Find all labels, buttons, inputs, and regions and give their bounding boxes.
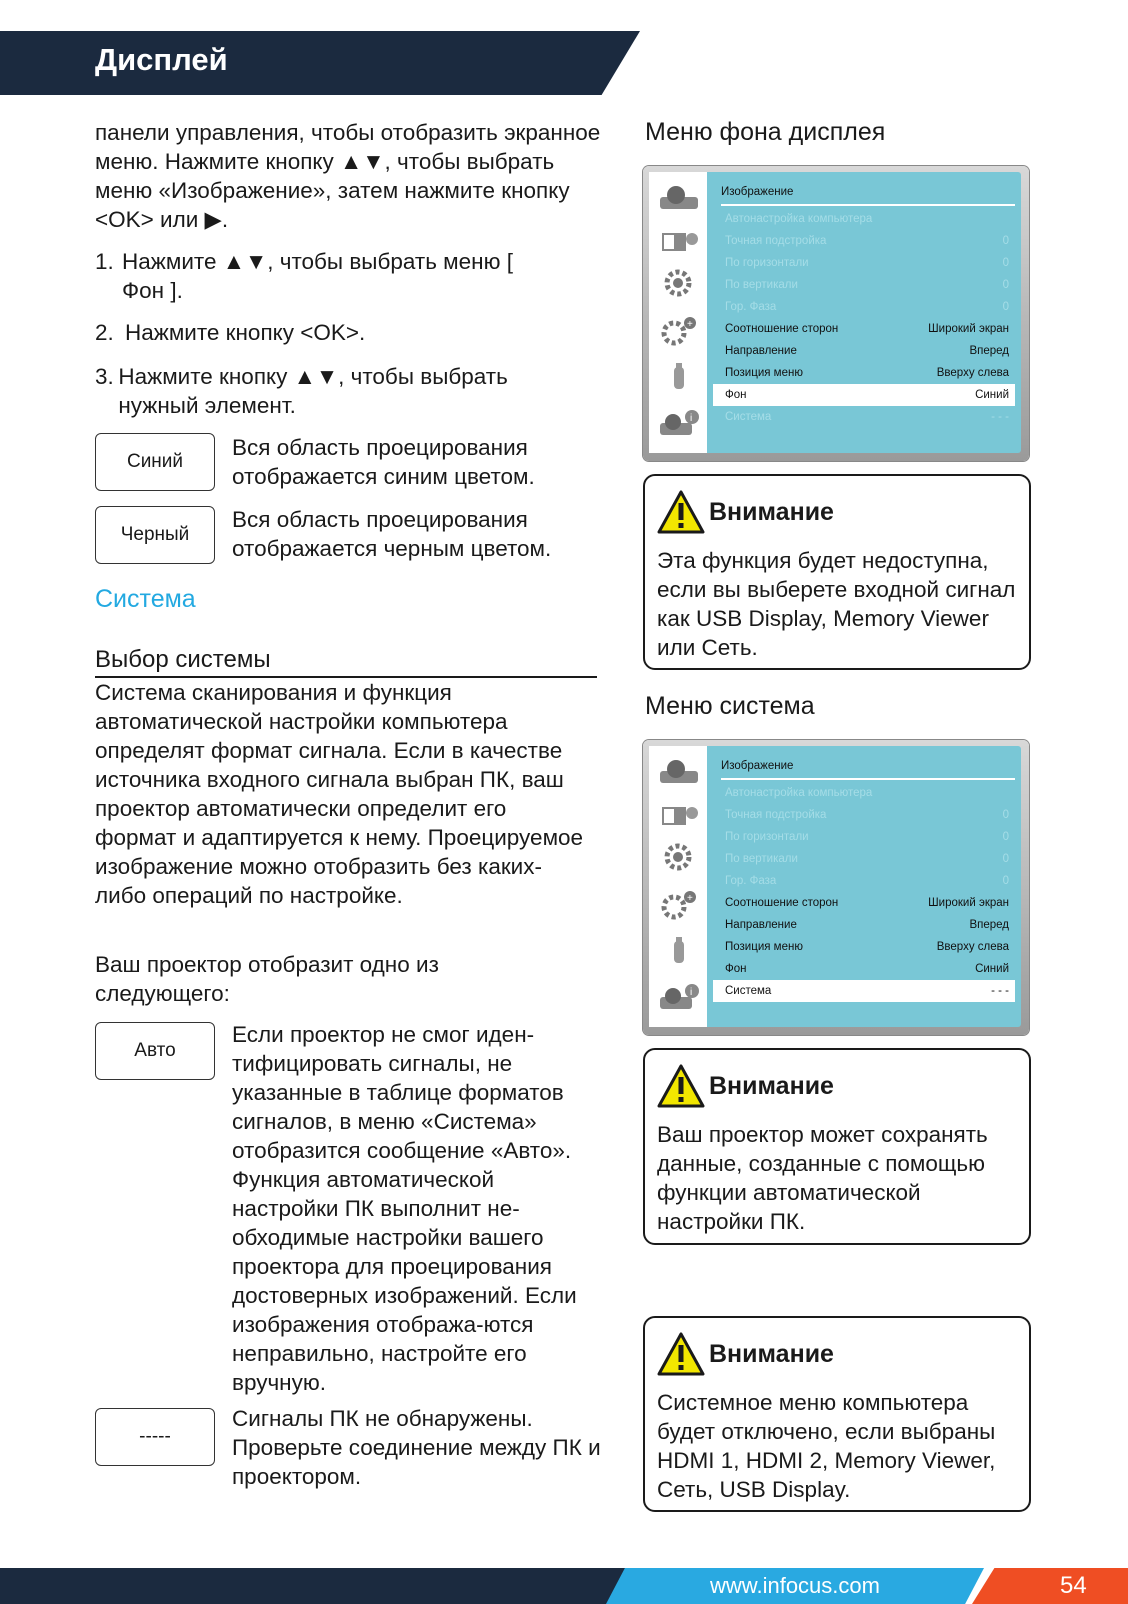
black-option-desc: Вся область проецирования отображается черным цветом. <box>232 507 552 561</box>
menu-row[interactable]: Позиция меню Вверху слева <box>725 367 1009 379</box>
osd-menu-system <box>643 740 1029 1035</box>
menu-row[interactable]: Точная подстройка 0 <box>725 809 1009 821</box>
menu-row[interactable]: Гор. Фаза 0 <box>725 875 1009 887</box>
system-paragraph-2: Ваш проектор отобразит одно из следующего: <box>95 952 439 1006</box>
step-number: 3. <box>95 364 114 389</box>
svg-text:i: i <box>690 987 693 998</box>
footer-band <box>0 1568 640 1604</box>
auto-option-box: Авто <box>95 1022 215 1080</box>
warning-title: Внимание <box>709 1339 834 1368</box>
menu-row[interactable]: Автонастройка компьютера <box>725 787 873 799</box>
step-text: Нажмите кнопку ▲▼, чтобы выбрать нужный элемент. <box>118 364 508 418</box>
menu-row[interactable]: Система - - - <box>725 411 1009 423</box>
menu1-caption: Меню фона дисплея <box>645 118 886 146</box>
warning-box <box>643 474 1031 670</box>
black-option-box: Черный <box>95 506 215 564</box>
menu-row[interactable]: По вертикали 0 <box>725 279 1009 291</box>
menu-row[interactable]: Гор. Фаза 0 <box>725 301 1009 313</box>
page-title: Дисплей <box>95 42 228 77</box>
menu-header-underline <box>721 204 1015 206</box>
step-text: Нажмите кнопку <OK>. <box>125 320 366 345</box>
system-paragraph: Система сканирования и функция автоматической настройки компьютера определят формат сигнала. Если в качестве источника входного сигнала выбран ПК, ваш проектор автоматически определит его формат и адаптируется к нему. Проецируемое изображение можно отобразить без каких-либо операций по настройке. <box>95 680 584 908</box>
menu-header: Изображение <box>721 760 794 772</box>
menu-row[interactable]: Соотношение сторон Широкий экран <box>725 323 1009 335</box>
menu-sidebar <box>649 172 707 453</box>
info-icon <box>657 982 701 1012</box>
footer-url[interactable]: www.infocus.com <box>710 1573 880 1598</box>
warning-box <box>643 1048 1031 1245</box>
menu-row[interactable]: По вертикали 0 <box>725 853 1009 865</box>
setup-gear-icon <box>657 268 701 298</box>
step-1 <box>95 247 535 305</box>
step-text: Нажмите ▲▼, чтобы выбрать меню [ Фон ]. <box>122 249 513 303</box>
blue-option-box: Синий <box>95 433 215 491</box>
menu-row-selected[interactable]: Фон Синий <box>713 384 1015 406</box>
menu-header: Изображение <box>721 186 794 198</box>
menu-row[interactable]: По горизонтали 0 <box>725 831 1009 843</box>
display-tab-icon <box>657 226 701 256</box>
menu-sidebar <box>649 746 707 1027</box>
menu-row[interactable]: Направление Вперед <box>725 919 1009 931</box>
warning-text: Ваш проектор может сохранять данные, созданные с помощью функции автоматической настройки ПК. <box>657 1122 988 1234</box>
menu-row[interactable]: Точная подстройка 0 <box>725 235 1009 247</box>
image-tab-icon <box>657 182 701 212</box>
warning-text: Эта функция будет недоступна, если вы выберете входной сигнал как USB Display, Memory Viewer или Сеть. <box>657 548 1016 660</box>
advanced-gear-icon <box>657 316 701 346</box>
blue-option-desc: Вся область проецирования отображается синим цветом. <box>232 435 535 489</box>
menu-row[interactable]: Соотношение сторон Широкий экран <box>725 897 1009 909</box>
svg-text:+: + <box>687 319 693 330</box>
menu-row-selected[interactable]: Система - - - <box>713 980 1015 1002</box>
setup-gear-icon <box>657 842 701 872</box>
auto-option-desc: Если проектор не смог иден-тифицировать сигналы, не указанные в таблице форматов сигналов, в меню «Система» отобразится сообщение «Авто». Функция автоматической настройки ПК выполнит не-обходимые настройки вашего проектора для проецирования достоверных изображений. Если изображения отобража-ются неправильно, настройте его вручную. <box>232 1022 577 1395</box>
section-title: Система <box>95 585 196 613</box>
menu-row[interactable]: Позиция меню Вверху слева <box>725 941 1009 953</box>
osd-menu-background <box>643 166 1029 461</box>
svg-text:i: i <box>690 413 693 424</box>
menu-row[interactable]: По горизонтали 0 <box>725 257 1009 269</box>
step-3 <box>95 362 565 420</box>
display-tab-icon <box>657 800 701 830</box>
warning-icon <box>657 490 705 534</box>
step-2 <box>95 318 595 347</box>
usb-icon <box>657 362 701 392</box>
usb-icon <box>657 936 701 966</box>
menu-row[interactable]: Автонастройка компьютера <box>725 213 873 225</box>
step-number: 2. <box>95 320 114 345</box>
warning-title: Внимание <box>709 497 834 526</box>
warning-icon <box>657 1064 705 1108</box>
menu-row[interactable]: Направление Вперед <box>725 345 1009 357</box>
step-number: 1. <box>95 249 114 274</box>
image-tab-icon <box>657 756 701 786</box>
intro-paragraph: панели управления, чтобы отобразить экранное меню. Нажмите кнопку ▲▼, чтобы выбрать меню «Изображение», затем нажмите кнопку <OK> или ▶. <box>95 120 601 232</box>
no-signal-option-desc: Сигналы ПК не обнаружены. Проверьте соединение между ПК и проектором. <box>232 1406 601 1489</box>
footer-page-band <box>972 1568 1128 1604</box>
warning-title: Внимание <box>709 1071 834 1100</box>
no-signal-option-box: ----- <box>95 1408 215 1466</box>
warning-box <box>643 1316 1031 1512</box>
warning-icon <box>657 1332 705 1376</box>
advanced-gear-icon <box>657 890 701 920</box>
info-icon <box>657 408 701 438</box>
menu2-caption: Меню система <box>645 692 815 720</box>
svg-text:+: + <box>687 893 693 904</box>
page-number: 54 <box>1060 1572 1087 1599</box>
menu-row[interactable]: Фон Синий <box>725 963 1009 975</box>
subsection-title: Выбор системы <box>95 646 597 678</box>
warning-text: Системное меню компьютера будет отключено, если выбраны HDMI 1, HDMI 2, Memory Viewer, Сеть, USB Display. <box>657 1390 996 1502</box>
menu-header-underline <box>721 778 1015 780</box>
